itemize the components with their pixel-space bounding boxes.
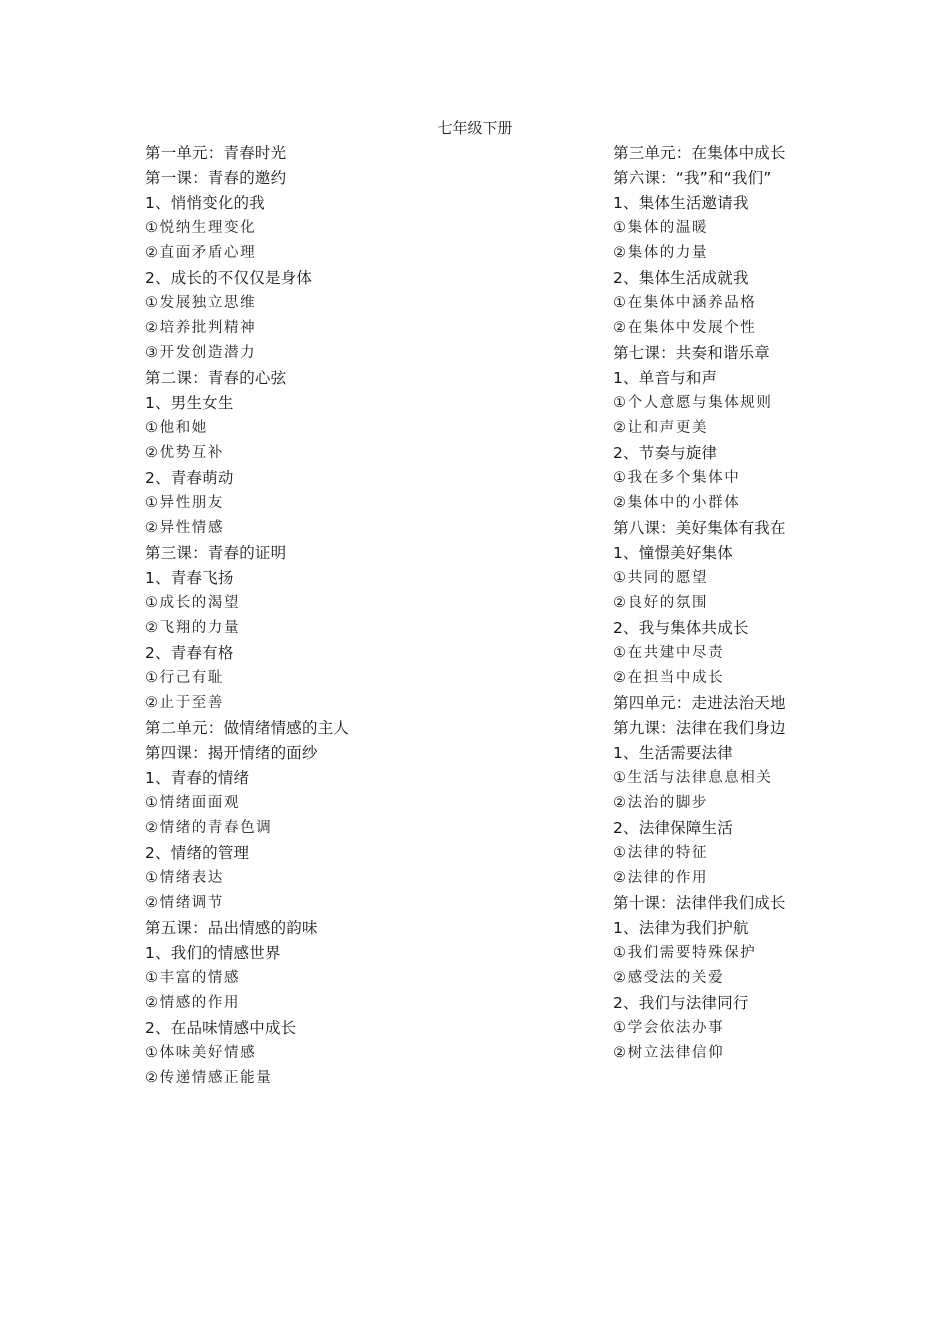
outline-point: ①在集体中涵养品格 [613, 295, 757, 311]
right-column [613, 141, 786, 1066]
outline-section: 1、单音与和声 [613, 369, 718, 387]
outline-lesson: 第五课：品出情感的韵味 [145, 919, 318, 937]
outline-point: ①情绪面面观 [145, 795, 241, 811]
outline-section: 1、集体生活邀请我 [613, 194, 749, 212]
outline-section: 2、法律保障生活 [613, 819, 733, 837]
outline-point: ②直面矛盾心理 [145, 245, 257, 261]
outline-point: ①法律的特征 [613, 845, 709, 861]
outline-point: ②集体中的小群体 [613, 495, 741, 511]
outline-point: ②让和声更美 [613, 420, 709, 436]
outline-point: ②集体的力量 [613, 245, 709, 261]
outline-section: 2、我与集体共成长 [613, 619, 749, 637]
outline-point: ①丰富的情感 [145, 970, 241, 986]
outline-section: 1、生活需要法律 [613, 744, 733, 762]
outline-point: ①体味美好情感 [145, 1045, 257, 1061]
outline-point: ①共同的愿望 [613, 570, 709, 586]
outline-section: 1、悄悄变化的我 [145, 194, 265, 212]
outline-section: 2、青春有格 [145, 644, 234, 662]
outline-point: ②良好的氛围 [613, 595, 709, 611]
outline-section: 1、青春的情绪 [145, 769, 250, 787]
outline-point: ①成长的渴望 [145, 595, 241, 611]
outline-point: ①我们需要特殊保护 [613, 945, 757, 961]
outline-section: 1、法律为我们护航 [613, 919, 749, 937]
outline-lesson: 第六课：“我”和“我们” [613, 169, 772, 187]
outline-lesson: 第二课：青春的心弦 [145, 369, 287, 387]
outline-point: ①我在多个集体中 [613, 470, 741, 486]
outline-section: 1、男生女生 [145, 394, 234, 412]
outline-point: ①在共建中尽责 [613, 645, 725, 661]
outline-lesson: 第八课：美好集体有我在 [613, 519, 786, 537]
outline-point: ②情绪的青春色调 [145, 820, 273, 836]
outline-lesson: 第一课：青春的邀约 [145, 169, 287, 187]
outline-section: 2、情绪的管理 [145, 844, 250, 862]
outline-point: ②树立法律信仰 [613, 1045, 725, 1061]
page-title: 七年级下册 [437, 119, 513, 137]
left-column [145, 141, 349, 1091]
outline-unit: 第二单元：做情绪情感的主人 [145, 719, 350, 737]
outline-section: 2、节奏与旋律 [613, 444, 718, 462]
outline-point: ①个人意愿与集体规则 [613, 395, 773, 411]
outline-unit: 第四单元：走进法治天地 [613, 694, 786, 712]
outline-lesson: 第九课：法律在我们身边 [613, 719, 786, 737]
outline-point: ②优势互补 [145, 445, 224, 461]
outline-unit: 第一单元：青春时光 [145, 144, 287, 162]
outline-point: ①生活与法律息息相关 [613, 770, 773, 786]
outline-point: ②止于至善 [145, 695, 224, 711]
outline-point: ②飞翔的力量 [145, 620, 241, 636]
outline-lesson: 第七课：共奏和谐乐章 [613, 344, 771, 362]
outline-section: 2、集体生活成就我 [613, 269, 749, 287]
outline-lesson: 第四课：揭开情绪的面纱 [145, 744, 318, 762]
outline-point: ②情绪调节 [145, 895, 224, 911]
outline-point: ①他和她 [145, 420, 208, 436]
outline-point: ①行己有耻 [145, 670, 224, 686]
outline-unit: 第三单元：在集体中成长 [613, 144, 786, 162]
outline-point: ②在集体中发展个性 [613, 320, 757, 336]
outline-point: ①情绪表达 [145, 870, 224, 886]
outline-point: ②法治的脚步 [613, 795, 709, 811]
outline-lesson: 第三课：青春的证明 [145, 544, 287, 562]
outline-lesson: 第十课：法律伴我们成长 [613, 894, 786, 912]
outline-point: ③开发创造潜力 [145, 345, 257, 361]
outline-section: 2、青春萌动 [145, 469, 234, 487]
outline-point: ①悦纳生理变化 [145, 220, 257, 236]
outline-point: ②传递情感正能量 [145, 1070, 273, 1086]
outline-section: 1、青春飞扬 [145, 569, 234, 587]
outline-section: 2、在品味情感中成长 [145, 1019, 297, 1037]
outline-point: ②培养批判精神 [145, 320, 257, 336]
outline-point: ②情感的作用 [145, 995, 241, 1011]
outline-point: ②感受法的关爱 [613, 970, 725, 986]
outline-section: 2、成长的不仅仅是身体 [145, 269, 313, 287]
outline-point: ①异性朋友 [145, 495, 224, 511]
outline-point: ①学会依法办事 [613, 1020, 725, 1036]
outline-point: ②在担当中成长 [613, 670, 725, 686]
outline-section: 1、我们的情感世界 [145, 944, 281, 962]
outline-point: ②异性情感 [145, 520, 224, 536]
outline-section: 1、憧憬美好集体 [613, 544, 733, 562]
outline-point: ①集体的温暖 [613, 220, 709, 236]
outline-section: 2、我们与法律同行 [613, 994, 749, 1012]
outline-point: ②法律的作用 [613, 870, 709, 886]
outline-point: ①发展独立思维 [145, 295, 257, 311]
